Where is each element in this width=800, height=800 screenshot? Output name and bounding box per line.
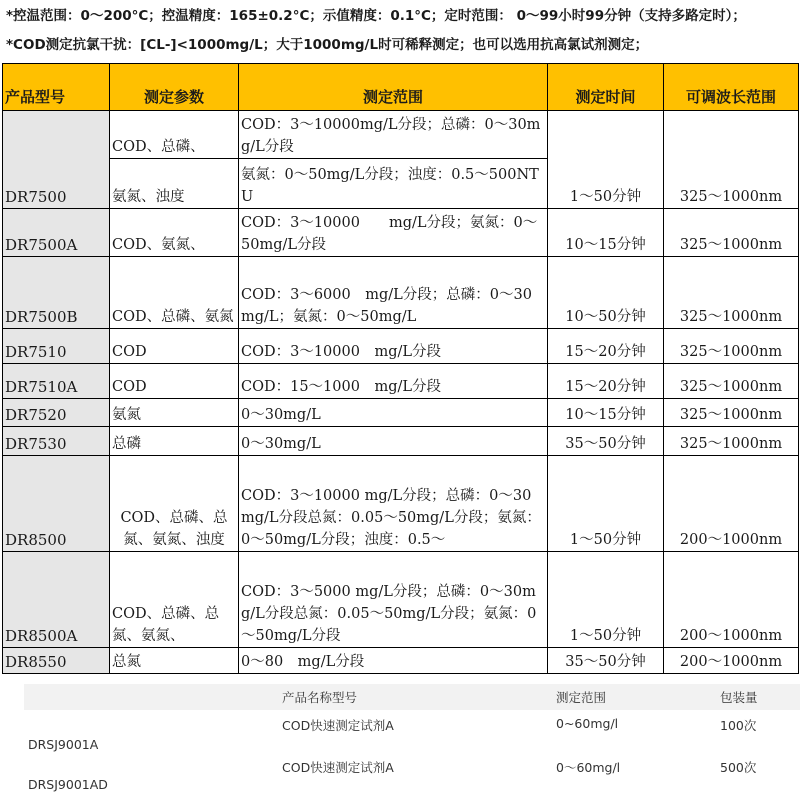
reagent-header-pack: 包装量 bbox=[716, 684, 800, 710]
reagent-header-row bbox=[24, 684, 800, 710]
wavelength-cell: 325～1000nm bbox=[664, 427, 799, 456]
params-cell: COD、总磷、总氮、氨氮、浊度 bbox=[110, 456, 239, 552]
header-params: 测定参数 bbox=[110, 64, 239, 111]
range-cell: COD：3～10000 mg/L分段 bbox=[239, 329, 548, 364]
model-cell: DR7500A bbox=[3, 209, 110, 257]
table-row bbox=[3, 427, 799, 456]
range-cell: COD：3～5000 mg/L分段；总磷：0～30mg/L分段总氮：0.05～50mg/L分段；氨氮：0～50mg/L分段 bbox=[239, 552, 548, 648]
table-row bbox=[3, 552, 799, 648]
wavelength-cell: 325～1000nm bbox=[664, 209, 799, 257]
params-cell: 总磷 bbox=[110, 427, 239, 456]
range-cell: 0～30mg/L bbox=[239, 399, 548, 427]
wavelength-cell: 325～1000nm bbox=[664, 399, 799, 427]
reagent-header-blank bbox=[24, 684, 278, 710]
model-cell: DR7510A bbox=[3, 364, 110, 399]
time-cell: 35～50分钟 bbox=[548, 648, 664, 674]
reagent-pack: 500次 bbox=[720, 760, 757, 775]
header-model: 产品型号 bbox=[3, 64, 110, 111]
params-cell: COD、总磷、 bbox=[110, 111, 239, 159]
reagent-pack: 100次 bbox=[720, 718, 757, 733]
wavelength-cell: 325～1000nm bbox=[664, 111, 799, 209]
time-cell: 15～20分钟 bbox=[548, 364, 664, 399]
note-control-temperature: *控温范围：0～200°C；控温精度：165±0.2°C；示值精度：0.1°C；定时范围： 0～99小时99分钟（支持多路定时）； bbox=[6, 8, 746, 24]
wavelength-cell: 325～1000nm bbox=[664, 329, 799, 364]
range-cell: COD：3～10000mg/L分段；总磷：0～30mg/L分段 bbox=[239, 111, 548, 159]
range-cell: COD：15～1000 mg/L分段 bbox=[239, 364, 548, 399]
header-range: 测定范围 bbox=[239, 64, 548, 111]
params-cell: 氨氮、浊度 bbox=[110, 159, 239, 209]
reagent-range: 0~60mg/l bbox=[556, 716, 619, 731]
time-cell: 10～15分钟 bbox=[548, 399, 664, 427]
table-row bbox=[3, 329, 799, 364]
reagent-name: COD快速测定试剂A bbox=[282, 760, 394, 775]
range-cell: COD：3～6000 mg/L分段；总磷：0～30mg/L；氨氮：0～50mg/L bbox=[239, 257, 548, 329]
time-cell: 1～50分钟 bbox=[548, 456, 664, 552]
instrument-spec-table bbox=[2, 63, 799, 674]
params-cell: COD、氨氮、 bbox=[110, 209, 239, 257]
time-cell: 35～50分钟 bbox=[548, 427, 664, 456]
wavelength-cell: 325～1000nm bbox=[664, 257, 799, 329]
model-cell: DR7500B bbox=[3, 257, 110, 329]
params-cell: 总氮 bbox=[110, 648, 239, 674]
params-cell: COD bbox=[110, 364, 239, 399]
model-cell: DR8500A bbox=[3, 552, 110, 648]
note-cod-chlorine-interference: *COD测定抗氯干扰：[CL-]<1000mg/L；大于1000mg/L时可稀释测定；也可以选用抗高氯试剂测定； bbox=[6, 37, 649, 53]
table-row bbox=[3, 456, 799, 552]
wavelength-cell: 200～1000nm bbox=[664, 456, 799, 552]
reagent-header-range: 测定范围 bbox=[552, 684, 716, 710]
reagent-name: COD快速测定试剂A bbox=[282, 718, 394, 733]
reagent-range: 0～60mg/l bbox=[556, 760, 621, 775]
params-cell: COD、总磷、氨氮 bbox=[110, 257, 239, 329]
time-cell: 1～50分钟 bbox=[548, 552, 664, 648]
header-wavelength: 可调波长范围 bbox=[664, 64, 799, 111]
reagent-row bbox=[24, 752, 800, 798]
model-cell: DR8550 bbox=[3, 648, 110, 674]
range-cell: 0～30mg/L bbox=[239, 427, 548, 456]
reagent-model: DRSJ9001A bbox=[28, 737, 99, 752]
wavelength-cell: 200～1000nm bbox=[664, 552, 799, 648]
range-cell: COD：3～10000 mg/L分段；氨氮：0～50mg/L分段 bbox=[239, 209, 548, 257]
header-time: 测定时间 bbox=[548, 64, 664, 111]
time-cell: 15～20分钟 bbox=[548, 329, 664, 364]
time-cell: 10～15分钟 bbox=[548, 209, 664, 257]
range-cell: 0～80 mg/L分段 bbox=[239, 648, 548, 674]
time-cell: 1～50分钟 bbox=[548, 111, 664, 209]
wavelength-cell: 200～1000nm bbox=[664, 648, 799, 674]
table-header-row bbox=[3, 64, 799, 111]
table-row bbox=[3, 209, 799, 257]
table-row bbox=[3, 364, 799, 399]
table-row bbox=[3, 111, 799, 159]
params-cell: 氨氮 bbox=[110, 399, 239, 427]
params-cell: COD、总磷、总氮、氨氮、 bbox=[110, 552, 239, 648]
time-cell: 10～50分钟 bbox=[548, 257, 664, 329]
model-cell: DR7510 bbox=[3, 329, 110, 364]
range-cell: COD：3～10000 mg/L分段；总磷：0～30mg/L分段总氮：0.05～50mg/L分段；氨氮：0～50mg/L分段；浊度：0.5～ bbox=[239, 456, 548, 552]
model-cell: DR7530 bbox=[3, 427, 110, 456]
range-cell: 氨氮：0～50mg/L分段；浊度：0.5～500NTU bbox=[239, 159, 548, 209]
wavelength-cell: 325～1000nm bbox=[664, 364, 799, 399]
reagent-header-name: 产品名称型号 bbox=[278, 684, 552, 710]
model-cell: DR7500 bbox=[3, 111, 110, 209]
params-cell: COD bbox=[110, 329, 239, 364]
table-row bbox=[3, 399, 799, 427]
model-cell: DR8500 bbox=[3, 456, 110, 552]
table-row bbox=[3, 257, 799, 329]
reagent-model: DRSJ9001AD bbox=[28, 777, 108, 792]
reagent-table bbox=[24, 684, 800, 798]
model-cell: DR7520 bbox=[3, 399, 110, 427]
table-row bbox=[3, 648, 799, 674]
reagent-row bbox=[24, 710, 800, 752]
